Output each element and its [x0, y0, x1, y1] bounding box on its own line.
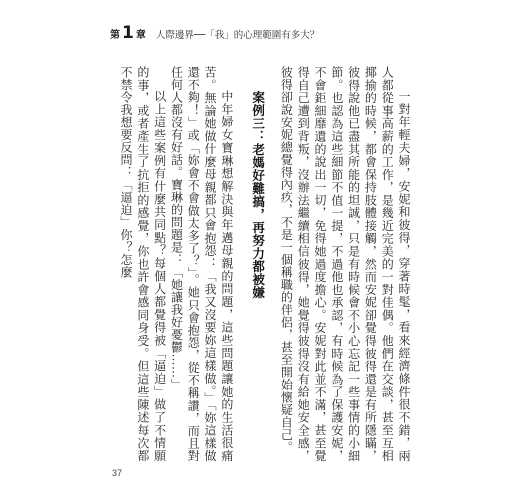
running-header: [110, 25, 319, 42]
case-three-heading: 案例三：老媽好難搞，再努力都被嫌: [250, 91, 266, 299]
paragraph-case-three: 中年婦女寶琳想解決與年邁母親的問題，這些問題讓她的生活很痛苦。無論她做什麼母親都只會抱怨：「我又沒要妳這樣做。」「妳這樣做還不夠！」或「妳會不會做太多了？」。她只會抱怨，從不稱讚，而且對任何人都沒有好話。寶琳的問題是：「她讓我好憂鬱……」: [169, 66, 234, 462]
paragraph-common-point: 以上這些案例有什麼共同點？每個人都覺得被「逼迫」做了不情願的事，或者產生了抗拒的感覺，你也許會感同身受。但這些陳述每次都不禁令我想要反問：「逼迫」你？怎麼: [119, 66, 167, 462]
vertical-body-text: [117, 66, 422, 462]
page-number: 37: [112, 468, 123, 478]
chapter-suffix: 章: [135, 30, 146, 41]
chapter-title: 人際邊界──「我」的心理範圍有多大？: [155, 30, 320, 41]
paragraph-case-two-continued: 一對年輕夫婦，安妮和彼得，穿著時髦，看來經濟條件很不錯，兩人都從事高薪的工作，是幾近完美的一對佳偶。他們在交談，甚至互相揶揄的時候，都會保持肢體接觸，然而安妮卻覺得彼得還是有所隱瞞，彼得說他已盡其所能的坦誠，只是有時候會不小心忘記一些事情的小細節。也認為這些細節不值一提，不過他也承認，有時候為了保護安妮，不會鉅細靡遺的說出一切，免得她過度擔心。安妮對此並不滿，甚至覺得自己遭到背叛，沒辦法繼續相信彼得，她覺得彼得沒有給她安全感，彼得卻說安妮總覺得內疚，不是一個稱職的伴侶，甚至開始懷疑自己。: [279, 66, 411, 462]
chapter-prefix: 第: [110, 30, 120, 41]
chapter-number: 1: [122, 23, 134, 43]
